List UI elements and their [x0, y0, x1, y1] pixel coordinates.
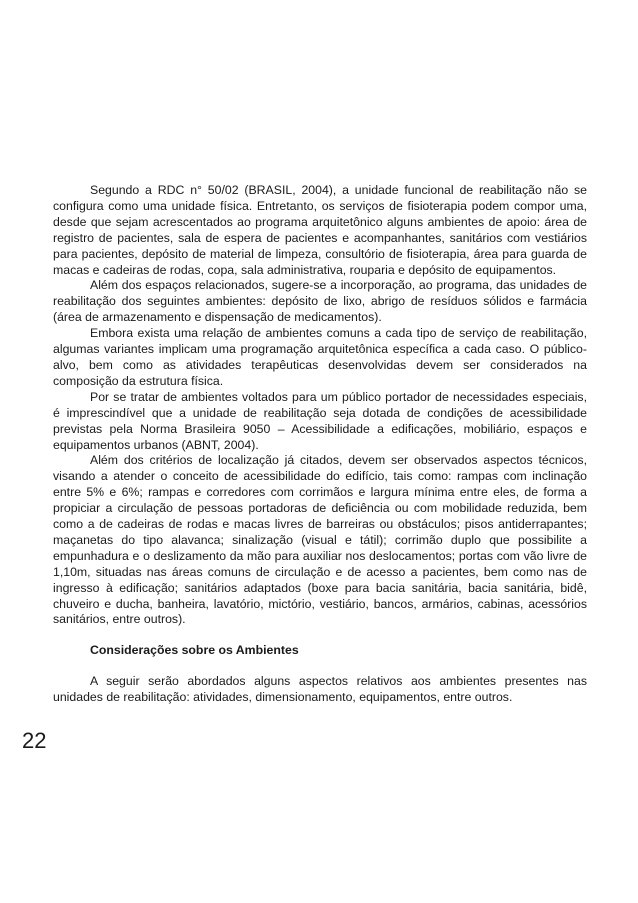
paragraph-accessibility: Por se tratar de ambientes voltados para um público portador de necessidades especiais, é imprescindível que a unidade de reabilitação seja dotada de condições de acessibilidade previstas pela Norma Brasileira 9050 – Acessibilidade a edificações, mobiliário, espaços e equipamentos urbanos (ABNT, 2004).: [53, 389, 587, 452]
section-heading: Considerações sobre os Ambientes: [90, 643, 299, 658]
paragraph-variants: Embora exista uma relação de ambientes comuns a cada tipo de serviço de reabilitação, algumas variantes implicam uma programação arquitetônica específica a cada caso. O público-alvo, bem como as atividades terapêuticas desenvolvidas devem ser considerados na composição da estrutura física.: [53, 326, 587, 388]
page-number: 22: [22, 728, 47, 753]
document-body: [53, 183, 587, 706]
paragraph-section-intro: A seguir serão abordados alguns aspectos relativos aos ambientes presentes nas unidades de reabilitação: atividades, dimensionamento, equipamentos, entre outros.: [53, 674, 587, 705]
paragraph-rdc: Segundo a RDC n° 50/02 (BRASIL, 2004), a unidade funcional de reabilitação não se configura como uma unidade física. Entretanto, os serviços de fisioterapia podem compor uma, desde que sejam acrescentados ao programa arquitetônico alguns ambientes de apoio: área de registro de pacientes, sala de espera de pacientes e acompanhantes, sanitários com vestiários para pacientes, depósito de material de limpeza, consultório de fisioterapia, área para guarda de macas e cadeiras de rodas, copa, sala administrativa, rouparia e depósito de equipamentos.: [53, 183, 587, 277]
paragraph-technical-aspects: Além dos critérios de localização já citados, devem ser observados aspectos técnicos, visando a atender o conceito de acessibilidade do edifício, tais como: rampas com inclinação entre 5% e 6%; rampas e corredores com corrimãos e largura mínima entre eles, de forma a propiciar a circulação de pessoas portadoras de deficiência ou com mobilidade reduzida, bem como a de cadeiras de rodas e macas livres de barreiras ou obstáculos; pisos antiderrapantes; maçanetas do tipo alavanca; sinalização (visual e tátil); corrimão duplo que possibilite a empunhadura e o deslizamento da mão para auxiliar nos deslocamentos; portas com vão livre de 1,10m, situadas nas áreas comuns de circulação e de acesso a pacientes, bem como nas de ingresso à edificação; sanitários adaptados (boxe para bacia sanitária, bacia sanitária, bidê, chuveiro e ducha, banheira, lavatório, mictório, vestiário, bancos, armários, cabinas, acessórios sanitários, entre outros).: [53, 453, 587, 627]
paragraph-additional-rooms: Além dos espaços relacionados, sugere-se a incorporação, ao programa, das unidades de reabilitação dos seguintes ambientes: depósito de lixo, abrigo de resíduos sólidos e farmácia (área de armazenamento e dispensação de medicamentos).: [53, 278, 587, 325]
